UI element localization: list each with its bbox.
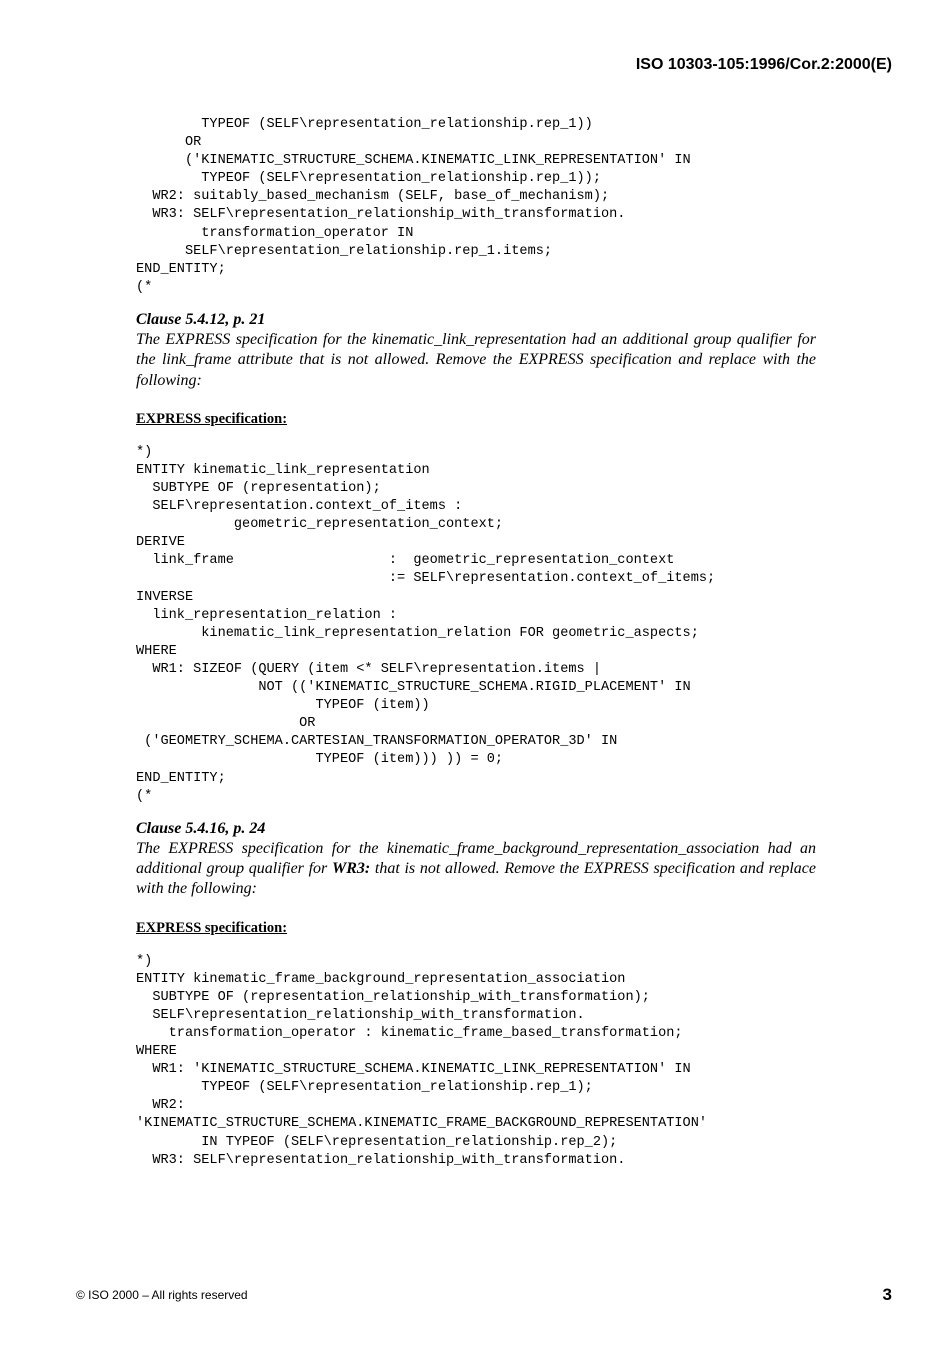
clause-description: The EXPRESS specification for the kinematic_link_representation had an additional group qualifier for the link_frame attribute that is not allowed. Remove the EXPRESS specification and replace with the following:: [136, 330, 816, 389]
page-number: 3: [882, 1285, 892, 1304]
express-code-continuation: TYPEOF (SELF\representation_relationship.rep_1)) OR ('KINEMATIC_STRUCTURE_SCHEMA.KINEMATIC_LINK_REPRESENTATION' IN TYPEOF (SELF\representation_relationship.rep_1)); WR2: suitably_based_mechanism (SELF, base_of_mechanism); WR3: SELF\representation_relationship_with_transformation. transformation_operator IN SELF\representation_relationship.rep_1.items; END_ENTITY; (*: [136, 117, 691, 295]
clause-heading: Clause 5.4.12, p. 21: [136, 310, 266, 328]
express-code-kinematic-link-representation: *) ENTITY kinematic_link_representation SUBTYPE OF (representation); SELF\representation.context_of_items : geometric_representation_context; DERIVE link_frame : geometric_representation_context := SELF\representation.context_of_items; INVERSE link_representation_relation : kinematic_link_representation_relation FOR geometric_aspects; WHERE WR1: SIZEOF (QUERY (item <* SELF\representation.items | NOT (('KINEMATIC_STRUCTURE_SCHEMA.RIGID_PLACEMENT' IN TYPEOF (item)) OR ('GEOMETRY_SCHEMA.CARTESIAN_TRANSFORMATION_OPERATOR_3D' IN TYPEOF (item))) )) = 0; END_ENTITY; (*: [136, 444, 716, 804]
express-code-frame-background-association: *) ENTITY kinematic_frame_background_representation_association SUBTYPE OF (representation_relationship_with_transformation); SELF\representation_relationship_with_transformation. transformation_operator : kinematic_frame_based_transformation; WHERE WR1: 'KINEMATIC_STRUCTURE_SCHEMA.KINEMATIC_LINK_REPRESENTATION' IN TYPEOF (SELF\representation_relationship.rep_1); WR2: 'KINEMATIC_STRUCTURE_SCHEMA.KINEMATIC_FRAME_BACKGROUND_REPRESENTATION' IN TYPEOF (SELF\representation_relationship.rep_2); WR3: SELF\representation_relationship_with_transformation.: [136, 953, 708, 1168]
clause-text-part: The EXPRESS specification for the kinematic_frame_background_representation_association had an additional group qualifier for: [136, 839, 816, 877]
clause-description: [136, 839, 816, 900]
page-content: [136, 116, 816, 1170]
clause-heading: Clause 5.4.16, p. 24: [136, 819, 266, 837]
express-spec-heading: EXPRESS specification:: [136, 919, 288, 936]
copyright-footer: © ISO 2000 – All rights reserved: [76, 1288, 248, 1302]
express-spec-heading: EXPRESS specification:: [136, 410, 288, 427]
document-id-header: ISO 10303-105:1996/Cor.2:2000(E): [635, 56, 892, 73]
clause-5-4-16: [136, 819, 816, 1170]
clause-text-part: that is not allowed. Remove the EXPRESS specification and replace with the following:: [136, 860, 816, 898]
clause-text-bold: WR3:: [331, 860, 371, 877]
clause-5-4-12: [136, 310, 816, 806]
